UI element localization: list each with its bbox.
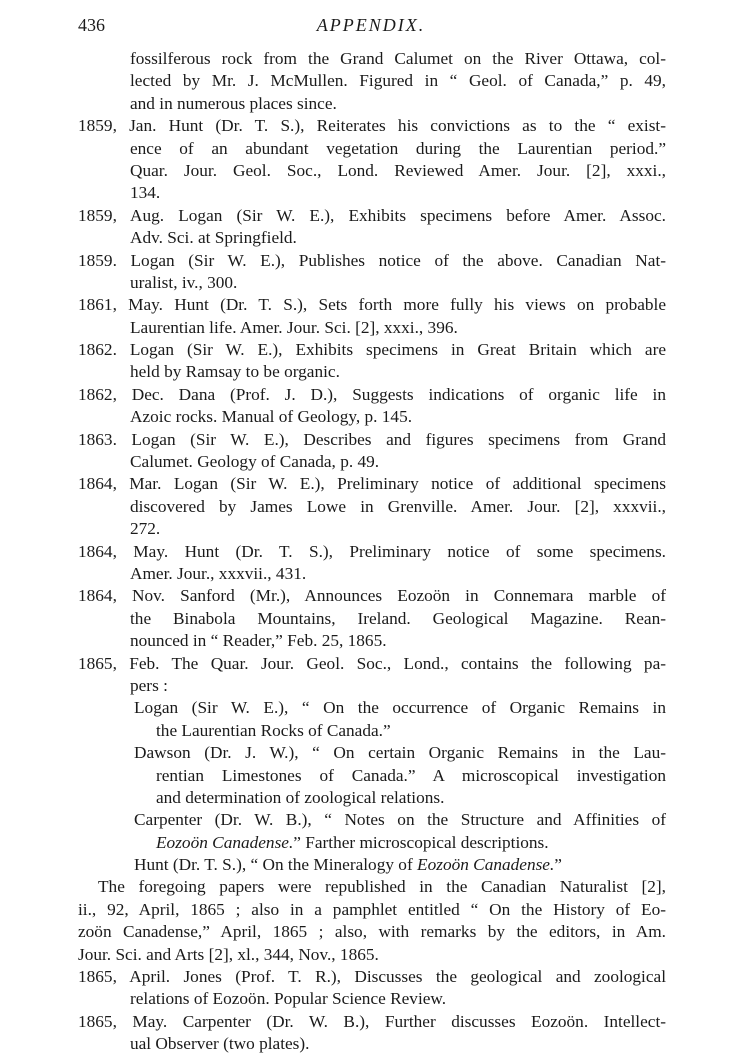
text-line: 1863. Logan (Sir W. E.), Describes and figures specimens from Grand — [78, 429, 666, 449]
text-line: 1865, May. Carpenter (Dr. W. B.), Further discusses Eozoön. Intellect- — [78, 1011, 666, 1031]
text-line: 1864, May. Hunt (Dr. T. S.), Preliminary notice of some specimens. — [78, 541, 666, 561]
text-line: Quar. Jour. Geol. Soc., Lond. Reviewed Amer. Jour. [2], xxxi., — [130, 160, 666, 180]
running-head: APPENDIX. — [316, 15, 426, 35]
text-span: Hunt (Dr. T. S.), “ On the Mineralogy of — [134, 855, 418, 875]
text-line: Azoic rocks. Manual of Geology, p. 145. — [130, 407, 413, 427]
text-line: discovered by James Lowe in Grenville. Amer. Jour. [2], xxxvii., — [130, 496, 666, 516]
text-line: nounced in “ Reader,” Feb. 25, 1865. — [130, 631, 387, 651]
text-line: 1865, April. Jones (Prof. T. R.), Discusses the geological and zoological — [78, 967, 666, 987]
text-line: Laurentian life. Amer. Jour. Sci. [2], xxxi., 396. — [130, 317, 458, 337]
text-line: 1862, Dec. Dana (Prof. J. D.), Suggests indications of organic life in — [78, 384, 666, 404]
text-line: 1859. Logan (Sir W. E.), Publishes notice of the above. Canadian Nat- — [78, 250, 666, 270]
italic-text: Eozoön Canadense. — [156, 832, 294, 852]
text-line: Logan (Sir W. E.), “ On the occurrence of Organic Remains in — [134, 698, 666, 718]
text-line: Dawson (Dr. J. W.), “ On certain Organic Remains in the Lau- — [134, 743, 666, 763]
text-line: 272. — [130, 519, 161, 539]
text-line: fossilferous rock from the Grand Calumet on the River Ottawa, col- — [130, 49, 666, 68]
text-line: pers : — [130, 675, 168, 695]
text-line: 1865, Feb. The Quar. Jour. Geol. Soc., Lond., contains the following pa- — [78, 653, 666, 673]
text-line: lected by Mr. J. McMullen. Figured in “ Geol. of Canada,” p. 49, — [130, 71, 666, 91]
text-line: the Laurentian Rocks of Canada.” — [156, 720, 391, 740]
text-line: 1864, Mar. Logan (Sir W. E.), Preliminary notice of additional specimens — [78, 474, 666, 494]
text-line — [78, 832, 666, 854]
text-line: ual Observer (two plates). — [130, 1034, 310, 1054]
text-line: ii., 92, April, 1865 ; also in a pamphlet entitled “ On the History of Eo- — [78, 899, 666, 919]
text-line: 1859, Aug. Logan (Sir W. E.), Exhibits specimens before Amer. Assoc. — [78, 205, 666, 225]
appendix-text — [78, 48, 666, 1056]
text-line: zoön Canadense,” April, 1865 ; also, with remarks by the editors, in Am. — [78, 922, 666, 942]
text-line: 134. — [130, 183, 161, 203]
text-line: the Binabola Mountains, Ireland. Geological Magazine. Rean- — [130, 608, 666, 628]
text-line: held by Ramsay to be organic. — [130, 362, 340, 382]
text-line: and in numerous places since. — [130, 93, 337, 113]
text-line: Calumet. Geology of Canada, p. 49. — [130, 452, 380, 472]
text-span: ” — [554, 855, 562, 875]
italic-text: Eozoön Canadense. — [417, 855, 555, 875]
text-line: ence of an abundant vegetation during the Laurentian period.” — [130, 138, 666, 158]
text-line: uralist, iv., 300. — [130, 272, 238, 292]
text-line: Carpenter (Dr. W. B.), “ Notes on the Structure and Affinities of — [134, 810, 666, 830]
text-line: Adv. Sci. at Springfield. — [130, 228, 297, 248]
text-line: rentian Limestones of Canada.” A microscopical investigation — [156, 765, 666, 785]
text-line: relations of Eozoön. Popular Science Review. — [130, 989, 447, 1009]
text-span: ” Farther microscopical descriptions. — [293, 832, 549, 852]
text-line: 1864, Nov. Sanford (Mr.), Announces Eozoön in Connemara marble of — [78, 586, 666, 606]
text-line: 1859, Jan. Hunt (Dr. T. S.), Reiterates his convictions as to the “ exist- — [78, 116, 666, 136]
page-number: 436 — [78, 15, 105, 35]
text-line: Jour. Sci. and Arts [2], xl., 344, Nov., 1865. — [78, 944, 379, 964]
text-line: 1861, May. Hunt (Dr. T. S.), Sets forth more fully his views on probable — [78, 295, 666, 315]
page-header — [78, 14, 664, 40]
text-line: 1862. Logan (Sir W. E.), Exhibits specimens in Great Britain which are — [78, 340, 666, 360]
text-line: and determination of zoological relations. — [156, 787, 445, 807]
text-line: The foregoing papers were republished in the Canadian Naturalist [2], — [98, 877, 666, 897]
text-line — [78, 854, 666, 876]
text-line: Amer. Jour., xxxvii., 431. — [130, 563, 307, 583]
